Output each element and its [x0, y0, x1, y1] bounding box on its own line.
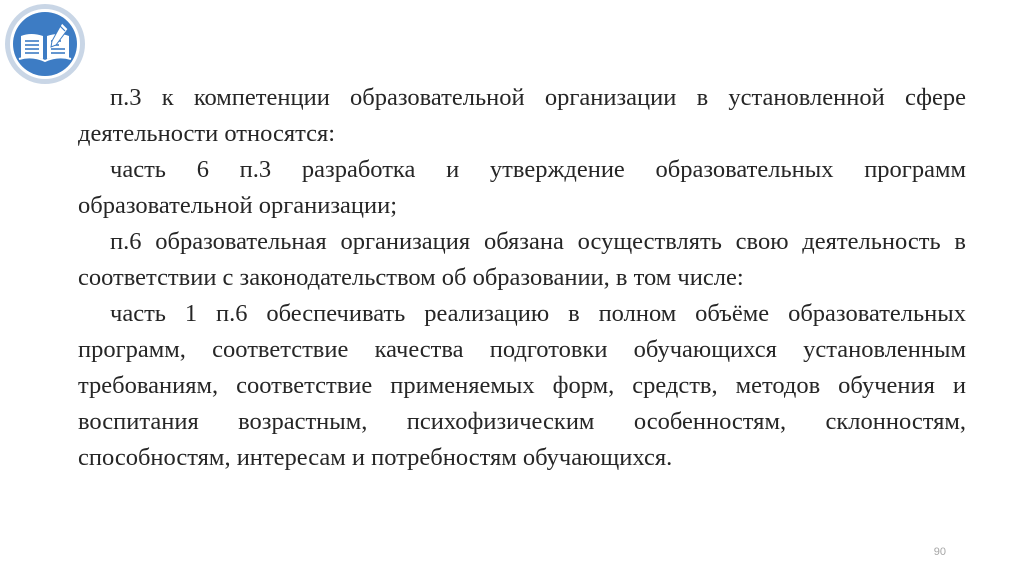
- slide-body-text: [78, 80, 966, 476]
- page-number: 90: [933, 546, 946, 558]
- open-book-with-pen-icon: [4, 3, 86, 85]
- paragraph: часть 6 п.3 разработка и утверждение образовательных программ образовательной организации;: [78, 156, 966, 219]
- paragraph: часть 1 п.6 обеспечивать реализацию в полном объёме образовательных программ, соответствие качества подготовки обучающихся установленным требованиям, соответствие применяемых форм, средств, методов обучения и воспитания возрастным, психофизическим особенностям, склонностям, способностям, интересам и потребностям обучающихся.: [78, 300, 966, 471]
- paragraph: п.3 к компетенции образовательной организации в установленной сфере деятельности относятся:: [78, 84, 966, 147]
- paragraph: п.6 образовательная организация обязана осуществлять свою деятельность в соответствии с законодательством об образовании, в том числе:: [78, 228, 966, 291]
